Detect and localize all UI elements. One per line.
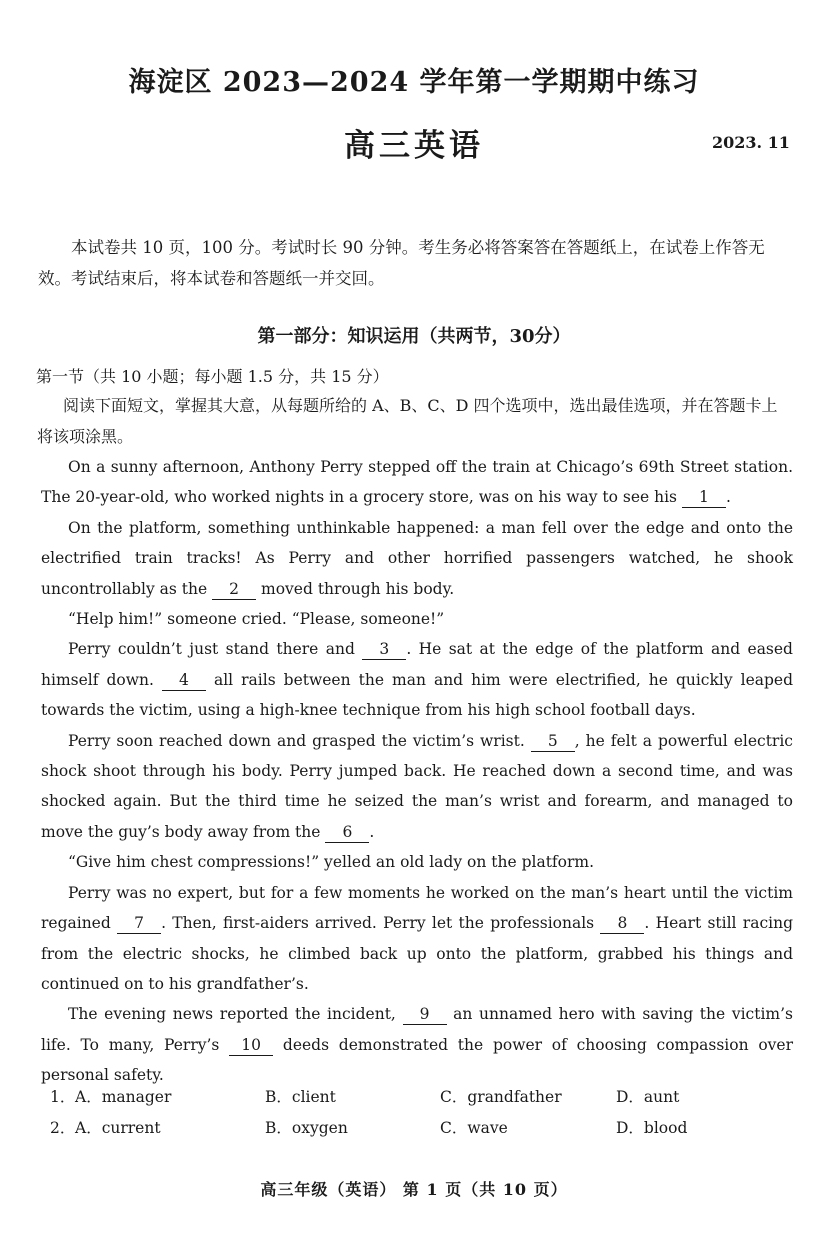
passage-paragraph [41, 513, 793, 604]
section-instruction: 阅读下面短文，掌握其大意，从每题所给的 A、B、C、D 四个选项中，选出最佳选项，并在答题卡上将该项涂黑。 [37, 396, 778, 446]
passage-text: Perry was no expert, but for a few moments he worked on the man’s heart until the victim regained [41, 883, 793, 933]
passage-paragraph [41, 999, 793, 1090]
passage-text: . [725, 488, 731, 507]
passage-text: Perry couldn’t just stand there and [68, 640, 363, 659]
blank-7: 7 [117, 913, 161, 934]
exam-title: 海淀区 2023—2024 学年第一学期期中练习 [128, 67, 700, 98]
passage-paragraph [41, 726, 793, 848]
option-a: A．current [75, 1119, 161, 1137]
option-b: B．client [265, 1088, 336, 1106]
blank-3: 3 [362, 639, 406, 660]
blank-1: 1 [682, 487, 726, 508]
passage-paragraph [41, 847, 793, 877]
passage-text: all rails between the man and him were electrified, he quickly leaped towards the victim, using a high-knee technique from his high school football days. [41, 670, 793, 720]
passage-text: moved through his body. [256, 579, 455, 598]
passage-paragraph [41, 452, 793, 513]
passage-text: . [369, 822, 375, 841]
blank-10: 10 [229, 1035, 273, 1056]
passage-text: Perry soon reached down and grasped the victim’s wrist. [68, 731, 531, 750]
passage-text: On a sunny afternoon, Anthony Perry stepped off the train at Chicago’s 69th Street station. The 20-year-old, who worked nights in a grocery store, was on his way to see his [41, 458, 793, 507]
option-d: D．blood [616, 1119, 688, 1137]
question-number: 1． [50, 1088, 76, 1106]
passage-text: deeds demonstrated the power of choosing compassion over personal safety. [41, 1035, 793, 1085]
option-c: C．grandfather [440, 1088, 562, 1106]
exam-date: 2023. 11 [712, 133, 790, 152]
passage-text: . He sat at the edge of the platform and eased himself down. [41, 640, 793, 689]
answer-options [50, 1085, 790, 1147]
blank-9: 9 [403, 1004, 447, 1025]
blank-5: 5 [531, 731, 575, 752]
option-d: D．aunt [616, 1088, 680, 1106]
passage-paragraph [41, 634, 793, 725]
passage-text: “Help him!” someone cried. “Please, someone!” [68, 610, 445, 629]
blank-6: 6 [325, 822, 369, 843]
blank-4: 4 [162, 670, 206, 691]
subject-title: 高三英语 [344, 128, 484, 164]
option-a: A．manager [75, 1088, 172, 1106]
passage-text: “Give him chest compressions!” yelled an old lady on the platform. [68, 853, 595, 872]
exam-notice: 本试卷共 10 页，100 分。考试时长 90 分钟。考生务必将答案答在答题纸上，在试卷上作答无效。考试结束后，将本试卷和答题纸一并交回。 [38, 238, 765, 288]
passage-text: an unnamed hero with saving the victim’s life. To many, Perry’s [41, 1005, 793, 1054]
passage-text: . Then, first-aiders arrived. Perry let the professionals [161, 914, 601, 933]
passage-text: On the platform, something unthinkable happened: a man fell over the edge and onto the electrified train tracks! As Perry and other horrified passengers watched, he shook uncontrollably as the [41, 518, 793, 598]
option-c: C．wave [440, 1119, 508, 1137]
passage-text: The evening news reported the incident, [68, 1005, 403, 1024]
passage-text: , he felt a powerful electric shock shoot through his body. Perry jumped back. He reached down a second time, and was shocked again. But the third time he seized the man’s wrist and forearm, and managed to move the guy’s body away from the [41, 731, 793, 841]
passage-paragraph [41, 878, 793, 1000]
page-footer: 高三年级（英语） 第 1 页（共 10 页） [260, 1180, 568, 1199]
question-options-row [50, 1116, 790, 1147]
blank-2: 2 [212, 579, 256, 600]
option-b: B．oxygen [265, 1119, 348, 1137]
question-options-row [50, 1085, 790, 1116]
part-title: 第一部分：知识运用（共两节，30分） [257, 326, 571, 347]
question-number: 2． [50, 1119, 76, 1137]
blank-8: 8 [600, 913, 644, 934]
cloze-passage [41, 452, 793, 1091]
passage-text: . Heart still racing from the electric shocks, he climbed back up onto the platform, grabbed his things and continued on to his grandfather’s. [41, 914, 793, 993]
section-title: 第一节（共 10 小题；每小题 1.5 分，共 15 分） [36, 367, 389, 386]
passage-paragraph [41, 604, 793, 634]
